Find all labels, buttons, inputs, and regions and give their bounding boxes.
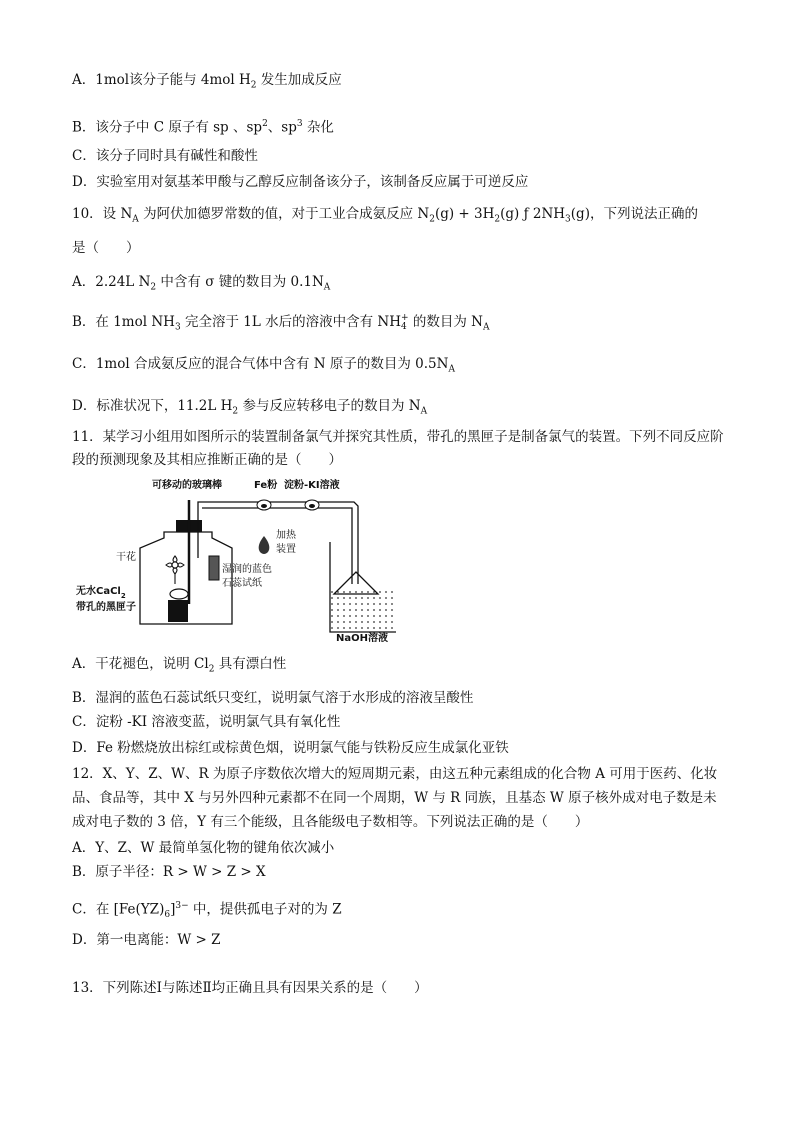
label-ki-solution: 淀粉-KI溶液	[284, 480, 340, 491]
label-dry-flower: 干花	[116, 552, 136, 563]
label-litmus-2: 石蕊试纸	[222, 578, 262, 589]
q9-option-b: B．该分子中 C 原子有 sp 、$sp^2$、$sp^3$ 杂化	[72, 119, 334, 136]
label-heating-1: 加热	[276, 530, 296, 541]
chlorine-apparatus-figure	[72, 476, 396, 644]
heating-flame	[259, 536, 270, 554]
q10-stem-line2: 是（ ）	[72, 240, 140, 256]
q12-option-d: D．第一电离能：W > Z	[72, 932, 221, 948]
q11-stem: 11．某学习小组用如图所示的装置制备氯气并探究其性质，带孔的黑匣子是制备氯气的装置。下列不同反应阶段的预测现象及其相应推断正确的是（ ）	[72, 429, 724, 468]
q10-option-a: A．2.24L $N_2$ 中含有 σ 键的数目为 $0.1N_A$	[72, 274, 331, 293]
q10-option-b: B．在 1mol $NH_3$ 完全溶于 1L 水后的溶液中含有 NH + 4 的数目为 $N_A$	[72, 312, 490, 333]
q11-option-d: D．Fe 粉燃烧放出棕红或棕黄色烟，说明氯气能与铁粉反应生成氯化亚铁	[72, 740, 509, 756]
cacl2-holder	[170, 589, 188, 599]
q11-option-a: A．干花褪色，说明 $Cl_2$ 具有漂白性	[72, 656, 287, 675]
label-fe-powder: Fe粉	[254, 480, 278, 491]
black-box	[168, 600, 188, 622]
litmus-paper	[209, 556, 219, 580]
q13-stem: 13．下列陈述Ⅰ与陈述Ⅱ均正确且具有因果关系的是（ ）	[72, 980, 428, 996]
q10-option-c: C．1mol 合成氨反应的混合气体中含有 N 原子的数目为 $0.5N_A$	[72, 356, 455, 375]
label-naoh: NaOH溶液	[336, 633, 388, 644]
q11-option-b: B．湿润的蓝色石蕊试纸只变红，说明氯气溶于水形成的溶液呈酸性	[72, 690, 474, 706]
q9-option-a: A．1mol该分子能与 4mol $H_2$ 发生加成反应	[72, 72, 342, 91]
label-cacl2: 无水CaCl$_2$	[76, 586, 126, 600]
q9-option-d: D．实验室用对氨基苯甲酸与乙醇反应制备该分子，该制备反应属于可逆反应	[72, 174, 529, 190]
dry-flower	[166, 556, 184, 584]
label-movable-rod: 可移动的玻璃棒	[152, 480, 222, 491]
q10-option-d: D．标准状况下，11.2L $H_2$ 参与反应转移电子的数目为 $N_A$	[72, 398, 428, 417]
q12-option-c: C．在 $[Fe(YZ)_6]^{3-}$ 中，提供孤电子对的为 Z	[72, 901, 342, 921]
q12-option-b: B．原子半径：R > W > Z > X	[72, 864, 266, 880]
q9-option-c: C．该分子同时具有碱性和酸性	[72, 148, 258, 164]
q10-stem: 10．设 $N_A$ 为阿伏加德罗常数的值，对于工业合成氨反应 $N_2(g) + 3H_2(g)$ ƒ $2NH_3(g)$，下列说法正确的	[72, 206, 698, 225]
q12-option-a: A．Y、Z、W 最简单氢化物的键角依次减小	[72, 840, 335, 856]
label-litmus-1: 湿润的蓝色	[222, 564, 272, 575]
label-black-box: 带孔的黑匣子	[76, 602, 136, 613]
label-heating-2: 装置	[276, 544, 296, 555]
q12-stem: 12．X、Y、Z、W、R 为原子序数依次增大的短周期元素，由这五种元素组成的化合物 A 可用于医药、化妆品、食品等，其中 X 与另外四种元素都不在同一个周期，W 与 R 同族，且基态 W 原子核外成对电子数是未成对电子数的 3 倍，Y 有三个能级，且各能级电子数相等。下列说法正确的是（ ）	[72, 766, 718, 830]
q11-option-c: C．淀粉 -KI 溶液变蓝，说明氯气具有氧化性	[72, 714, 341, 730]
